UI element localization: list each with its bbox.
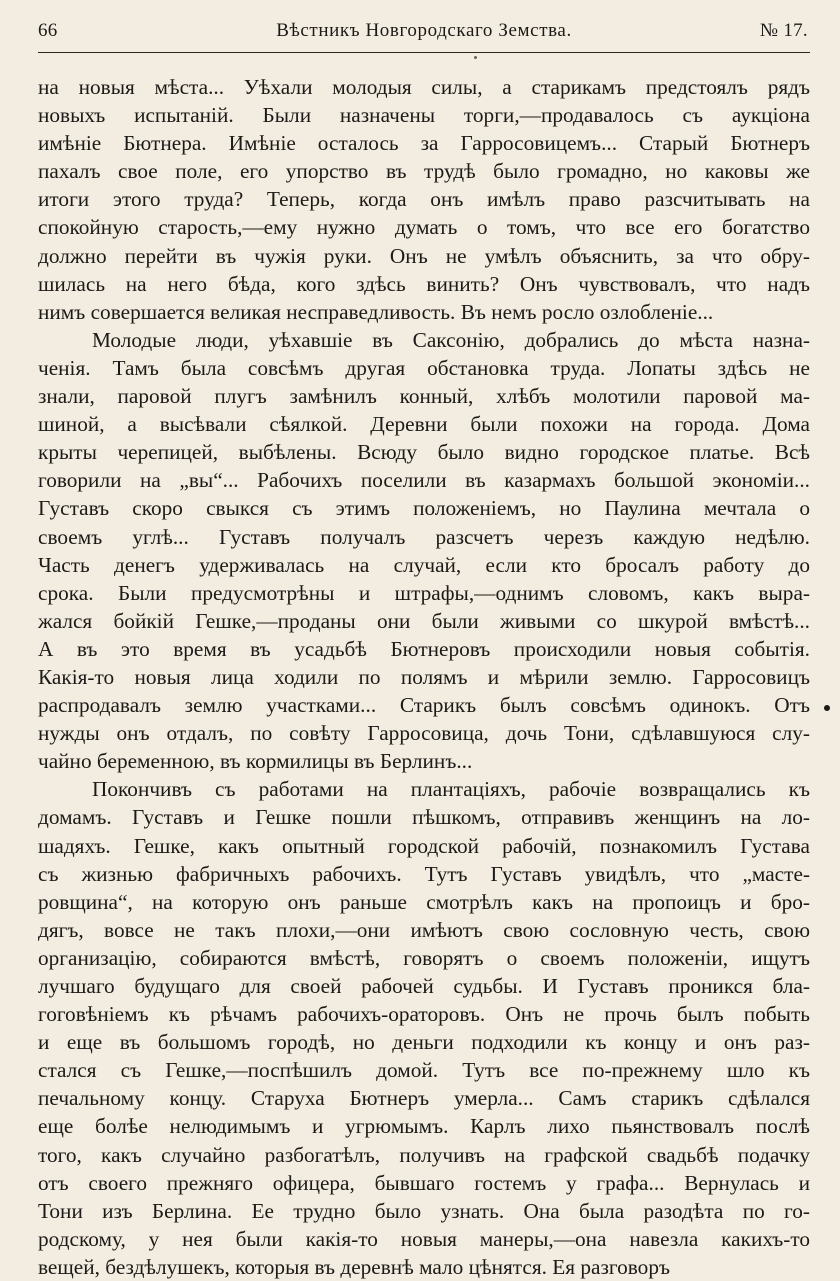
text-line: на новыя мѣста... Уѣхали молодыя силы, а старикамъ предстоялъ рядъ xyxy=(38,75,810,99)
text-line: стался съ Гешке,—поспѣшилъ домой. Тутъ все по-прежнему шло къ xyxy=(38,1058,810,1083)
text-line: шиной, а высѣвали сѣялкой. Деревни были похожи на города. Дома xyxy=(38,412,810,437)
text-line: спокойную старость,—ему нужно думать о томъ, что все его богатство xyxy=(38,215,810,240)
text-line: отъ своего прежняго офицера, бывшаго гостемъ у графа... Вернулась и xyxy=(38,1170,810,1195)
issue-number: № 17. xyxy=(759,20,808,41)
text-line: нимъ совершается великая несправедливость. Въ немъ росло озлобленіе... xyxy=(38,299,714,324)
journal-title: Вѣстникъ Новгородскаго Земства. xyxy=(276,20,572,41)
text-line: и еще въ большомъ городѣ, но деньги подходили къ концу и онъ раз- xyxy=(38,1030,810,1055)
text-line: шадяхъ. Гешке, какъ опытный городской рабочій, познакомилъ Густава xyxy=(38,833,810,858)
text-line: крыты черепицей, выбѣлены. Всюду было видно городское платье. Всѣ xyxy=(38,440,810,465)
text-line: печальному концу. Старуха Бютнеръ умерла... Самъ старикъ сдѣлался xyxy=(38,1086,810,1111)
text-line: гоговѣніемъ къ рѣчамъ рабочихъ-ораторовъ. Онъ не прочь былъ побыть xyxy=(38,1002,810,1027)
text-line: родскому, у нея были какія-то новыя манеры,—она навезла какихъ-то xyxy=(38,1226,810,1251)
text-line: знали, паровой плугъ замѣнилъ конный, хлѣбъ молотили паровой ма- xyxy=(38,384,810,409)
text-line: новыхъ испытаній. Были назначены торги,—продавалось съ аукціона xyxy=(38,103,810,128)
text-line: вещей, бездѣлушекъ, которыя въ деревнѣ мало цѣнятся. Ея разговоръ xyxy=(38,1254,670,1279)
paragraph xyxy=(38,326,810,776)
text-line: Молодые люди, уѣхавшіе въ Саксонію, добрались до мѣста назна- xyxy=(92,327,810,352)
text-line: ченія. Тамъ была совсѣмъ другая обстановка труда. Лопаты здѣсь не xyxy=(38,355,810,380)
text-line: срока. Были предусмотрѣны и штрафы,—однимъ словомъ, какъ выра- xyxy=(38,580,810,605)
text-line: съ жизнью фабричныхъ рабочихъ. Тутъ Густавъ увидѣлъ, что „масте- xyxy=(38,861,810,886)
text-line: жался бойкій Гешке,—проданы они были живыми со шкурой вмѣстѣ... xyxy=(38,608,810,633)
text-line: имѣніе Бютнера. Имѣніе осталось за Гарросовицемъ... Старый Бютнеръ xyxy=(38,131,810,156)
text-line: того, какъ случайно разбогатѣлъ, получивъ на графской свадьбѣ подачку xyxy=(38,1142,810,1167)
text-line: нужды онъ отдалъ, по совѣту Гарросовица, дочь Тони, сдѣлавшуюся слу- xyxy=(38,721,810,746)
paragraph xyxy=(38,73,810,326)
header-rule xyxy=(38,52,810,53)
text-line: лучшаго будущаго для своей рабочей судьбы. И Густавъ проникся бла- xyxy=(38,974,810,998)
margin-dot xyxy=(824,705,830,711)
text-line: пахалъ свое поле, его упорство въ трудѣ было громадно, но каковы же xyxy=(38,159,810,184)
text-line: должно перейти въ чужія руки. Онъ не умѣлъ объяснить, за что обру- xyxy=(38,243,810,268)
text-line: Тони изъ Берлина. Ее трудно было узнать. Она была разодѣта по го- xyxy=(38,1198,810,1223)
text-line: дягъ, вовсе не такъ плохи,—они имѣютъ свою сословную честь, свою xyxy=(38,917,810,942)
text-line: Часть денегъ удерживалась на случай, если кто бросалъ работу до xyxy=(38,552,810,577)
paragraph xyxy=(38,775,810,1281)
article-body xyxy=(38,73,810,1281)
ink-speck xyxy=(474,56,477,59)
text-line: еще болѣе нелюдимымъ и угрюмымъ. Карлъ лихо пьянствовалъ послѣ xyxy=(38,1114,810,1139)
text-line: распродавалъ землю участками... Старикъ былъ совсѣмъ одинокъ. Отъ xyxy=(38,693,810,718)
text-line: чайно беременною, въ кормилицы въ Берлинъ... xyxy=(38,749,473,774)
text-line: А въ это время въ усадьбѣ Бютнеровъ происходили новыя событія. xyxy=(38,636,810,661)
page-number: 66 xyxy=(38,20,58,41)
text-line: своемъ углѣ... Густавъ получалъ разсчетъ черезъ каждую недѣлю. xyxy=(38,524,810,549)
text-line: ровщина“, на которую онъ раньше смотрѣлъ какъ на пропоицъ и бро- xyxy=(38,889,810,914)
text-line: Густавъ скоро свыкся съ этимъ положеніемъ, но Паулина мечтала о xyxy=(38,496,810,521)
text-line: шилась на него бѣда, кого здѣсь винить? Онъ чувствовалъ, что надъ xyxy=(38,271,810,296)
text-line: организацію, собираются вмѣстѣ, говорятъ о своемъ положеніи, ищутъ xyxy=(38,945,810,970)
text-line: домамъ. Густавъ и Гешке пошли пѣшкомъ, отправивъ женщинъ на ло- xyxy=(38,805,810,830)
text-line: итоги этого труда? Теперь, когда онъ имѣлъ право разсчитывать на xyxy=(38,187,810,212)
text-line: Какія-то новыя лица ходили по полямъ и мѣрили землю. Гарросовицъ xyxy=(38,664,810,689)
text-line: Покончивъ съ работами на плантаціяхъ, рабочіе возвращались къ xyxy=(92,777,810,802)
running-head xyxy=(38,18,810,46)
text-line: говорили на „вы“... Рабочихъ поселили въ казармахъ большой экономіи... xyxy=(38,468,810,493)
